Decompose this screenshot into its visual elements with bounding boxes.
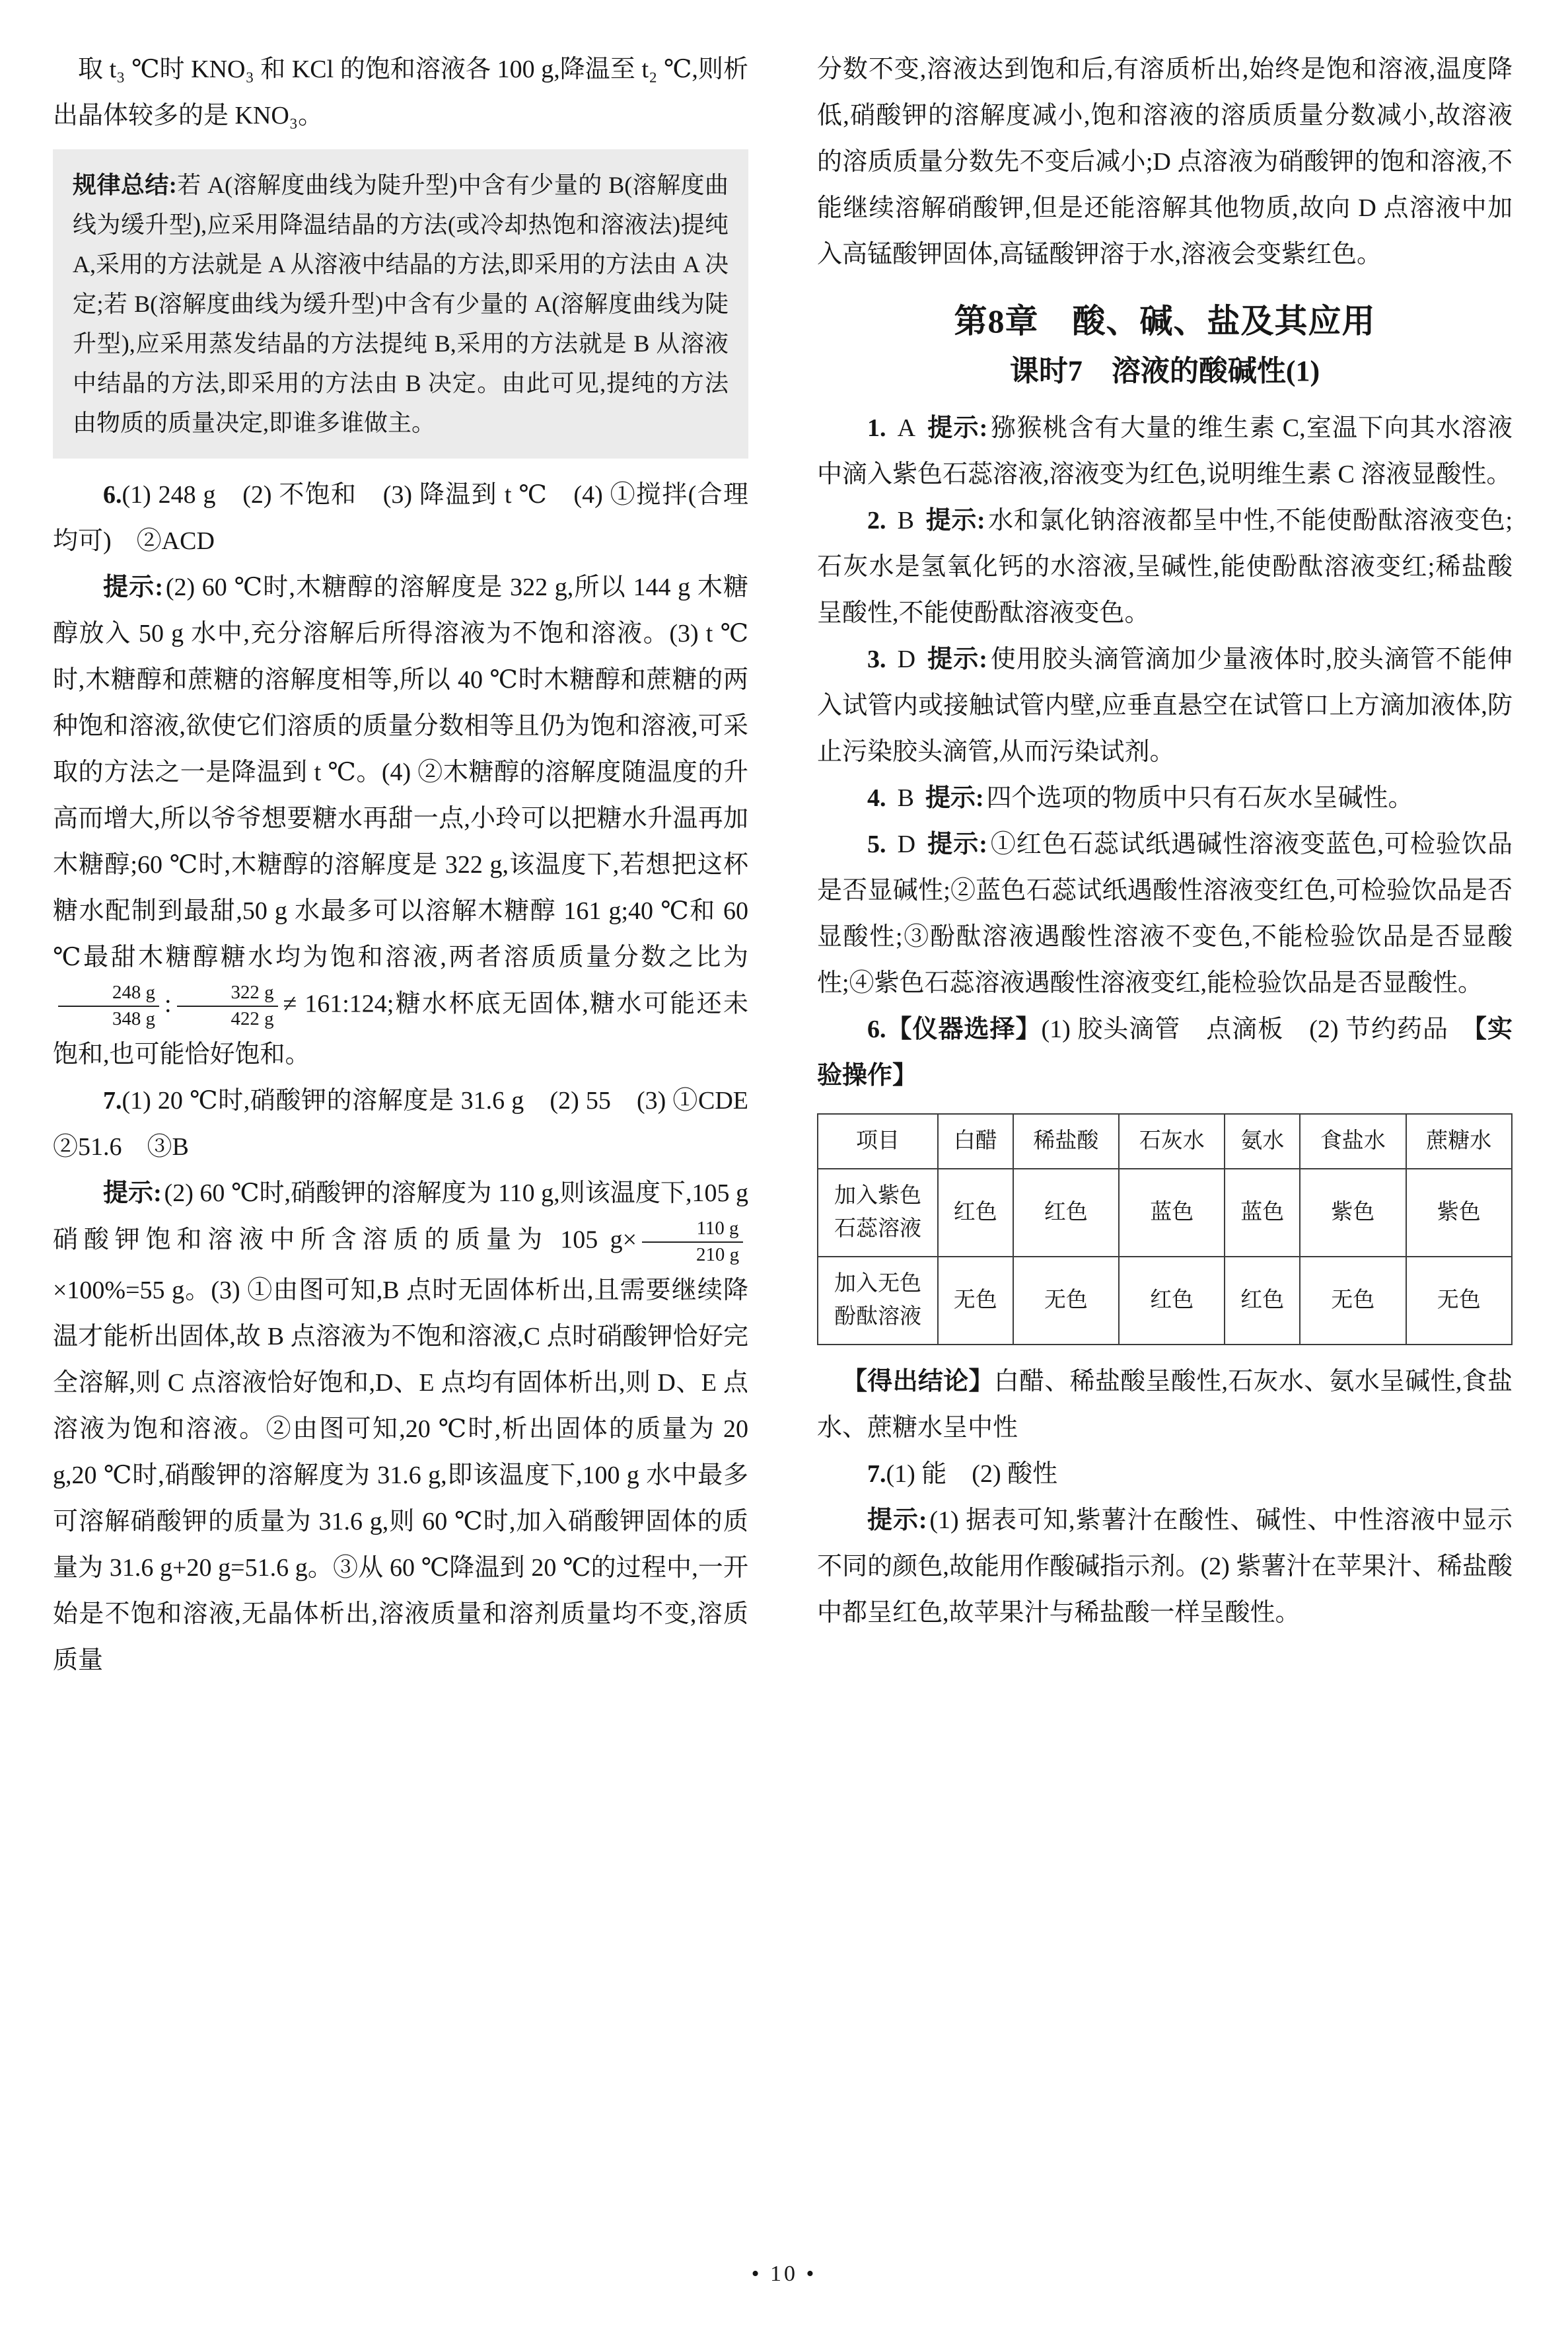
fraction-denominator: 210 g bbox=[696, 1243, 739, 1265]
conclusion-paragraph bbox=[817, 1358, 1513, 1451]
table-cell: 无色 bbox=[1013, 1257, 1119, 1345]
right-column bbox=[817, 46, 1513, 1636]
answer-item-4 bbox=[817, 775, 1513, 821]
answer-item-2 bbox=[817, 498, 1513, 636]
answer-7 bbox=[53, 1078, 774, 1170]
fraction-110-210 bbox=[642, 1216, 743, 1267]
table-cell: 红色 bbox=[1119, 1257, 1225, 1345]
item-4-answer: B bbox=[897, 784, 914, 812]
item-1-hint-label: 提示: bbox=[927, 414, 988, 442]
answer-item-5 bbox=[817, 821, 1513, 1006]
item-3-number: 3. bbox=[867, 645, 886, 673]
table-cell: 红色 bbox=[1013, 1169, 1119, 1257]
table-cell: 红色 bbox=[1225, 1257, 1300, 1345]
summary-box bbox=[53, 149, 748, 459]
table-header-cell: 石灰水 bbox=[1119, 1114, 1225, 1169]
answer-item-6 bbox=[817, 1006, 1513, 1099]
item-7-hint-text: (1) 据表可知,紫薯汁在酸性、碱性、中性溶液中显示不同的颜色,故能用作酸碱指示剂。(2) 紫薯汁在苹果汁、稀盐酸中都呈红色,故苹果汁与稀盐酸一样呈酸性。 bbox=[817, 1506, 1513, 1627]
table-header-row bbox=[818, 1114, 1512, 1169]
two-column-layout bbox=[53, 46, 1515, 2234]
answer-item-3 bbox=[817, 636, 1513, 775]
item-1-answer: A bbox=[897, 414, 916, 442]
answer-item-7 bbox=[817, 1451, 1513, 1497]
item-4-hint-label: 提示: bbox=[925, 784, 984, 812]
table-cell: 红色 bbox=[938, 1169, 1013, 1257]
table-cell: 无色 bbox=[1300, 1257, 1406, 1345]
fraction-322-422 bbox=[177, 980, 278, 1031]
chapter-heading: 第8章 酸、碱、盐及其应用 bbox=[954, 303, 1376, 340]
table-header-cell: 食盐水 bbox=[1300, 1114, 1406, 1169]
answer-6-text: (1) 248 g (2) 不饱和 (3) 降温到 t ℃ (4) ①搅拌(合理均可) ②ACD bbox=[53, 481, 748, 555]
summary-label: 规律总结: bbox=[73, 172, 177, 198]
item-2-number: 2. bbox=[867, 506, 886, 535]
item-7-answer: (1) 能 (2) 酸性 bbox=[886, 1460, 1058, 1488]
fraction-separator: : bbox=[164, 990, 172, 1018]
table-row bbox=[818, 1169, 1512, 1257]
fraction-248-348 bbox=[58, 980, 159, 1031]
item-1-number: 1. bbox=[867, 414, 886, 442]
table-cell: 紫色 bbox=[1300, 1169, 1406, 1257]
answer-7-number: 7. bbox=[103, 1087, 122, 1115]
item-6-number: 6. bbox=[867, 1015, 886, 1043]
table-row-label: 加入紫色石蕊溶液 bbox=[818, 1169, 938, 1257]
conclusion-label: 【得出结论】 bbox=[842, 1368, 994, 1395]
item-6-label-instrument: 【仪器选择】 bbox=[886, 1015, 1042, 1043]
table-row bbox=[818, 1257, 1512, 1345]
item-7-number: 7. bbox=[867, 1460, 886, 1488]
item-6-label-operation: 【实验操作】 bbox=[817, 1015, 1513, 1089]
lesson-heading: 课时7 溶液的酸碱性(1) bbox=[1009, 354, 1320, 387]
summary-paragraph bbox=[73, 165, 729, 443]
answer-item-1 bbox=[817, 405, 1513, 498]
table-header-cell: 氨水 bbox=[1225, 1114, 1300, 1169]
fraction-numerator: 248 g bbox=[58, 980, 159, 1007]
table-cell: 无色 bbox=[938, 1257, 1013, 1345]
page-number: • 10 • bbox=[751, 2262, 817, 2286]
hint-6 bbox=[53, 564, 748, 1078]
table-cell: 紫色 bbox=[1406, 1169, 1513, 1257]
hint-6-label: 提示: bbox=[103, 573, 164, 601]
fraction-denominator: 422 g bbox=[231, 1008, 274, 1029]
item-2-hint-label: 提示: bbox=[925, 506, 985, 535]
continuation-paragraph-left: 取 t₃ ℃时 KNO₃ 和 KCl 的饱和溶液各 100 g,降温至 t₂ ℃,则析出晶体较多的是 KNO₃。 bbox=[53, 55, 748, 129]
hint-7-text-2: ×100%=55 g。(3) ①由图可知,B 点时无固体析出,且需要继续降温才能析出固体,故 B 点溶液为不饱和溶液,C 点时硝酸钾恰好完全溶解,则 C 点溶液恰好饱和,D、E 点均有固体析出,则 D、E 点溶液为饱和溶液。②由图可知,20 ℃时,析出固体的质量为 20 g,20 ℃时,硝酸钾的溶解度为 31.6 g,即该温度下,100 g 水中最多可溶解硝酸钾的质量为 31.6 g,则 60 ℃时,加入硝酸钾固体的质量为 31.6 g+20 g=51.6 g。③从 60 ℃降温到 20 ℃的过程中,一开始是不饱和溶液,无晶体析出,溶液质量和溶剂质量均不变,溶质质量 bbox=[53, 1276, 748, 1675]
item-1-hint: 猕猴桃含有大量的维生素 C,室温下向其水溶液中滴入紫色石蕊溶液,溶液变为红色,说明维生素 C 溶液显酸性。 bbox=[817, 414, 1513, 488]
item-3-hint: 使用胶头滴管滴加少量液体时,胶头滴管不能伸入试管内或接触试管内壁,应垂直悬空在试管口上方滴加液体,防止污染胶头滴管,从而污染试剂。 bbox=[817, 645, 1513, 766]
item-6-answer-text: (1) 胶头滴管 点滴板 (2) 节约药品 bbox=[1041, 1015, 1474, 1043]
table-cell: 无色 bbox=[1406, 1257, 1513, 1345]
continuation-paragraph-right: 分数不变,溶液达到饱和后,有溶质析出,始终是饱和溶液,温度降低,硝酸钾的溶解度减小,饱和溶液的溶质质量分数减小,故溶液的溶质质量分数先不变后减小;D 点溶液为硝酸钾的饱和溶液,不能继续溶解硝酸钾,但是还能溶解其他物质,故向 D 点溶液中加入高锰酸钾固体,高锰酸钾溶于水,溶液会变紫红色。 bbox=[817, 55, 1513, 268]
item-3-hint-label: 提示: bbox=[927, 645, 987, 673]
hint-item-7 bbox=[817, 1497, 1513, 1636]
fraction-denominator: 348 g bbox=[112, 1008, 155, 1029]
hint-7-label: 提示: bbox=[103, 1179, 162, 1208]
item-4-hint: 四个选项的物质中只有石灰水呈碱性。 bbox=[986, 784, 1413, 812]
item-7-hint-label: 提示: bbox=[867, 1506, 927, 1534]
hint-6-text-2: ≠ 161:124;糖水杯底无固体,糖水可能还未饱和,也可能恰好饱和。 bbox=[53, 990, 748, 1069]
table-header-cell: 蔗糖水 bbox=[1406, 1114, 1513, 1169]
table-header-cell: 项目 bbox=[818, 1114, 938, 1169]
hint-7-text-1: (2) 60 ℃时,硝酸钾的溶解度为 110 g,则该温度下,105 g 硝酸钾饱和溶液中所含溶质的质量为 105 g× bbox=[53, 1179, 748, 1254]
fraction-numerator: 110 g bbox=[642, 1216, 743, 1243]
table-cell: 蓝色 bbox=[1225, 1169, 1300, 1257]
fraction-numerator: 322 g bbox=[177, 980, 278, 1007]
item-5-hint: ①红色石蕊试纸遇碱性溶液变蓝色,可检验饮品是否显碱性;②蓝色石蕊试纸遇酸性溶液变红色,可检验饮品是否显酸性;③酚酞溶液遇酸性溶液不变色,不能检验饮品是否显酸性;④紫色石蕊溶液遇酸性溶液变红,能检验饮品是否显酸性。 bbox=[817, 830, 1513, 997]
table-cell: 蓝色 bbox=[1119, 1169, 1225, 1257]
table-row-label: 加入无色酚酞溶液 bbox=[818, 1257, 938, 1345]
table-header-cell: 稀盐酸 bbox=[1013, 1114, 1119, 1169]
answer-7-text: (1) 20 ℃时,硝酸钾的溶解度是 31.6 g (2) 55 (3) ①CDE ②51.6 ③B bbox=[53, 1087, 774, 1162]
table-header-cell: 白醋 bbox=[938, 1114, 1013, 1169]
summary-body: 若 A(溶解度曲线为陡升型)中含有少量的 B(溶解度曲线为缓升型),应采用降温结晶的方法(或冷却热饱和溶液法)提纯 A,采用的方法就是 A 从溶液中结晶的方法,即采用的方法由 A 决定;若 B(溶解度曲线为缓升型)中含有少量的 A(溶解度曲线为陡升型),应采用蒸发结晶的方法提纯 B,采用的方法就是 B 从溶液中结晶的方法,即采用的方法由 B 决定。由此可见,提纯的方法由物质的质量决定,即谁多谁做主。 bbox=[73, 172, 729, 436]
experiment-table bbox=[817, 1113, 1513, 1346]
item-5-number: 5. bbox=[867, 830, 886, 858]
item-2-answer: B bbox=[897, 506, 914, 535]
conclusion-text: 白醋、稀盐酸呈酸性,石灰水、氨水呈碱性,食盐水、蔗糖水呈中性 bbox=[817, 1368, 1513, 1442]
hint-7 bbox=[53, 1170, 748, 1683]
hint-6-text-1: (2) 60 ℃时,木糖醇的溶解度是 322 g,所以 144 g 木糖醇放入 50 g 水中,充分溶解后所得溶液为不饱和溶液。(3) t ℃时,木糖醇和蔗糖的溶解度相等,所以 40 ℃时木糖醇和蔗糖的两种饱和溶液,欲使它们溶质的质量分数相等且仍为饱和溶液,可采取的方法之一是降温到 t ℃。(4) ②木糖醇的溶解度随温度的升高而增大,所以爷爷想要糖水再甜一点,小玲可以把糖水升温再加木糖醇;60 ℃时,木糖醇的溶解度是 322 g,该温度下,若想把这杯糖水配制到最甜,50 g 水最多可以溶解木糖醇 161 g;40 ℃和 60 ℃最甜木糖醇糖水均为饱和溶液,两者溶质质量分数之比为 bbox=[53, 573, 748, 971]
left-column bbox=[53, 46, 774, 1683]
item-5-hint-label: 提示: bbox=[927, 830, 987, 858]
item-2-hint: 水和氯化钠溶液都呈中性,不能使酚酞溶液变色;石灰水是氢氧化钙的水溶液,呈碱性,能使酚酞溶液变红;稀盐酸呈酸性,不能使酚酞溶液变色。 bbox=[817, 506, 1513, 627]
item-4-number: 4. bbox=[867, 784, 886, 812]
answer-6-number: 6. bbox=[103, 481, 122, 509]
answer-6 bbox=[53, 472, 748, 564]
item-5-answer: D bbox=[897, 830, 916, 858]
item-3-answer: D bbox=[897, 645, 916, 673]
